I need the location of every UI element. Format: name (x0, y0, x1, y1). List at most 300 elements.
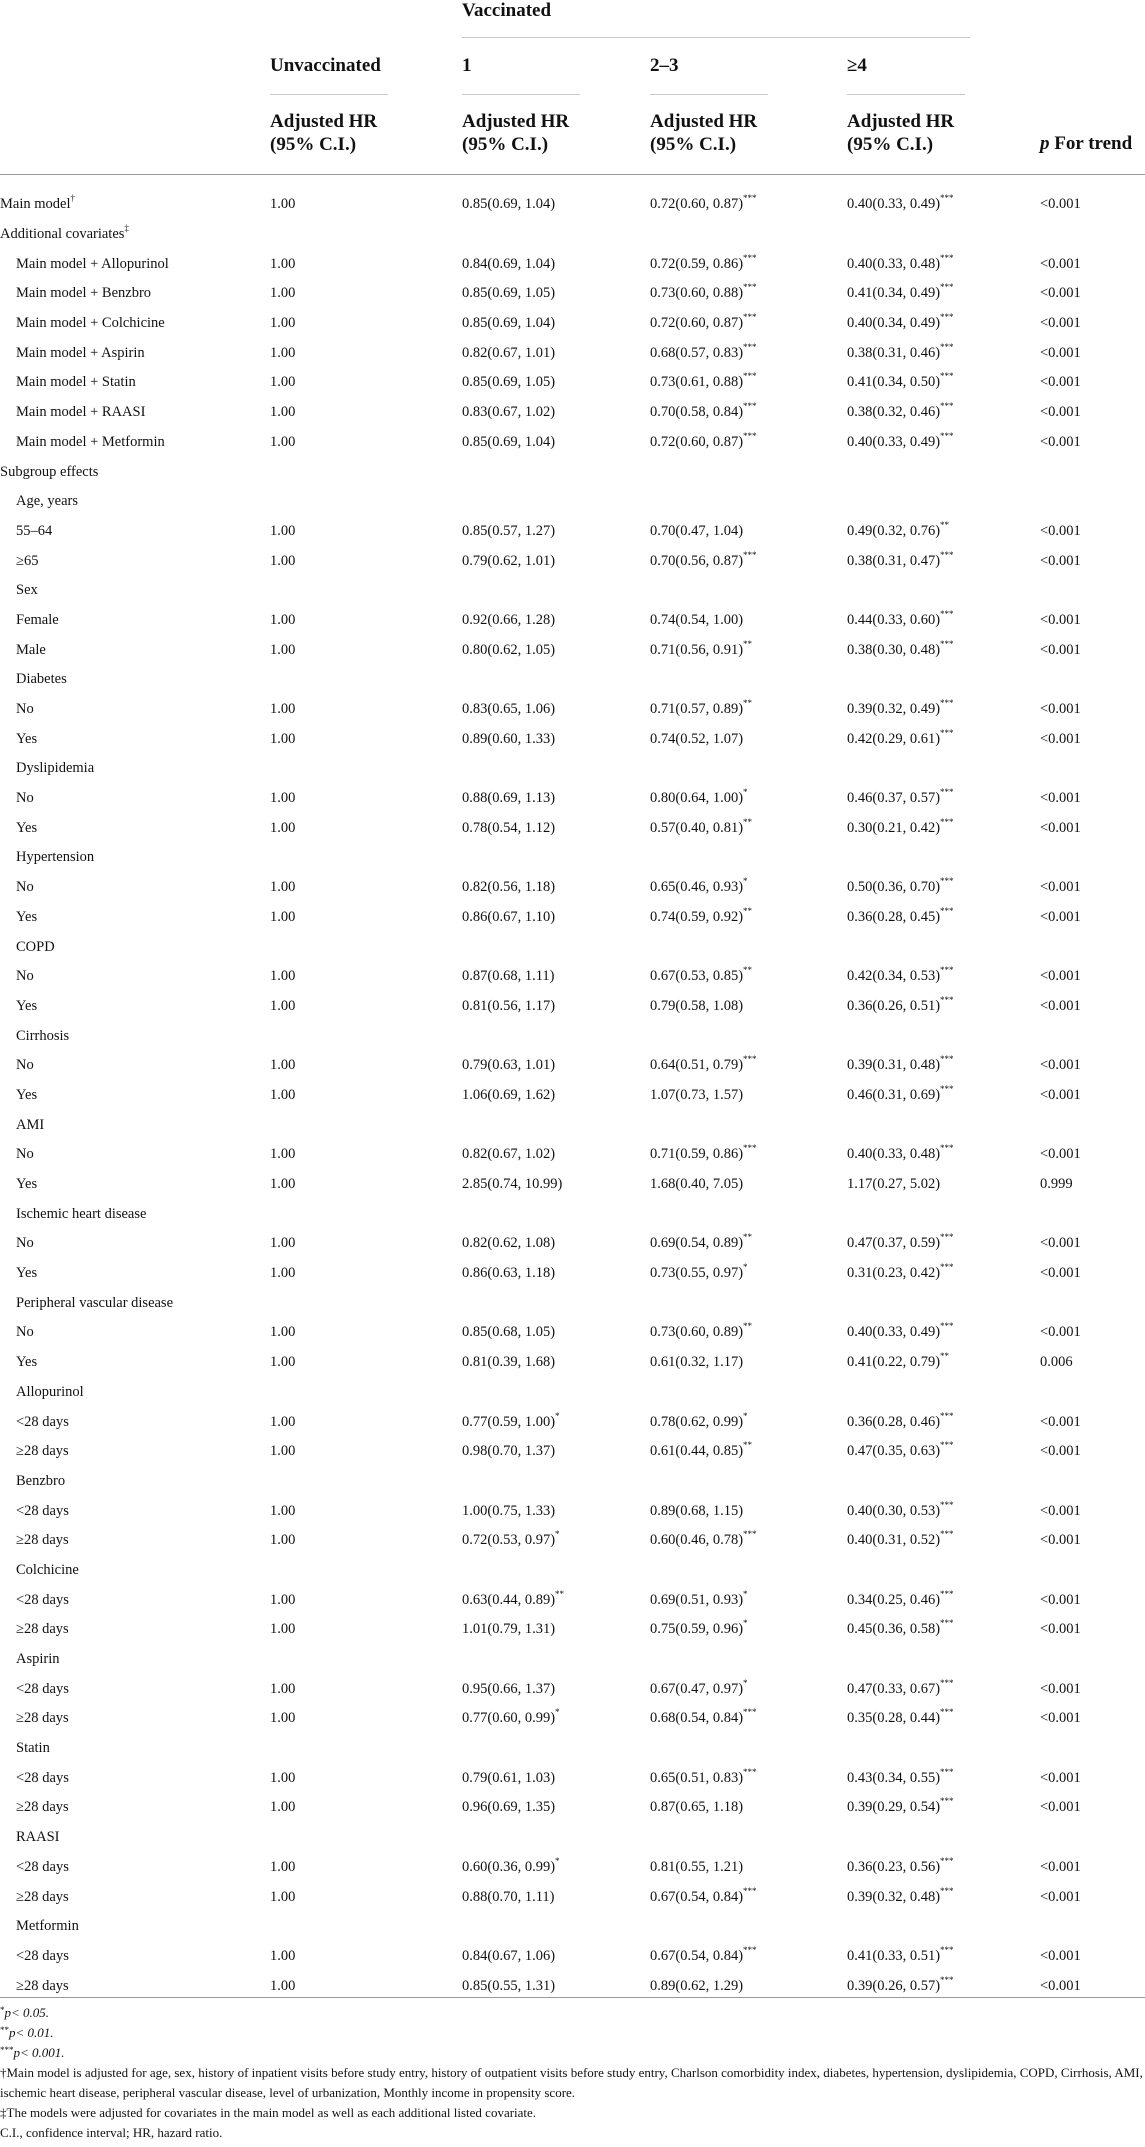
cell-p-trend-text: <0.001 (1040, 1443, 1081, 1460)
cell-dose-2-3-significance: ** (743, 965, 753, 976)
cell-dose-4plus-text: 0.40(0.33, 0.49) (847, 433, 941, 450)
cell-dose-4plus-significance: *** (940, 371, 954, 382)
cell-dose-4plus (847, 428, 1040, 458)
cell-dose-2-3 (650, 517, 847, 547)
footnote-2 (0, 2023, 1145, 2043)
table-row (0, 1556, 1145, 1586)
row-label-text: ≥28 days (16, 1621, 69, 1638)
cell-dose-2-3 (650, 1170, 847, 1200)
cell-p-trend (1040, 249, 1145, 279)
cell-dose-2-3-significance: *** (743, 1529, 757, 1540)
dose-4plus-rule (847, 94, 965, 95)
cell-unvaccinated (270, 873, 462, 903)
cell-dose-2-3 (650, 546, 847, 576)
cell-dose-1-significance: * (555, 1855, 560, 1866)
cell-dose-1 (462, 1912, 650, 1942)
table-row (0, 1645, 1145, 1675)
cell-dose-4plus-significance: *** (940, 193, 954, 204)
cell-p-trend-text: <0.001 (1040, 1680, 1081, 1697)
cell-p-trend (1040, 903, 1145, 933)
table-row (0, 576, 1145, 606)
cell-unvaccinated-text: 1.00 (270, 1324, 296, 1341)
table-row (0, 1912, 1145, 1942)
cell-dose-4plus (847, 1496, 1040, 1526)
row-label (0, 1110, 270, 1140)
cell-dose-2-3 (650, 1199, 847, 1229)
cell-unvaccinated (270, 1348, 462, 1378)
row-label (0, 1288, 270, 1318)
row-label (0, 487, 270, 517)
cell-dose-2-3-text: 0.73(0.61, 0.88) (650, 374, 744, 391)
cell-p-trend (1040, 1704, 1145, 1734)
cell-p-trend-text: <0.001 (1040, 611, 1081, 628)
row-label-text: Ischemic heart disease (16, 1205, 147, 1222)
cell-unvaccinated-text: 1.00 (270, 344, 296, 361)
cell-dose-4plus-significance: *** (940, 608, 954, 619)
cell-dose-1 (462, 428, 650, 458)
cell-dose-4plus (847, 457, 1040, 487)
cell-unvaccinated-text: 1.00 (270, 908, 296, 925)
cell-unvaccinated-text: 1.00 (270, 1176, 296, 1193)
cell-dose-2-3 (650, 1140, 847, 1170)
table-row (0, 338, 1145, 368)
cell-dose-4plus (847, 1853, 1040, 1883)
cell-p-trend (1040, 754, 1145, 784)
cell-dose-4plus-text: 0.40(0.33, 0.48) (847, 255, 941, 272)
cell-dose-4plus-significance: *** (940, 1232, 954, 1243)
table-row (0, 1674, 1145, 1704)
cell-dose-2-3 (650, 309, 847, 339)
cell-dose-4plus-significance: *** (940, 312, 954, 323)
cell-dose-2-3 (650, 457, 847, 487)
cell-dose-4plus (847, 1704, 1040, 1734)
cell-dose-2-3-significance: ** (743, 1440, 753, 1451)
cell-dose-1 (462, 1229, 650, 1259)
row-label-text: <28 days (16, 1680, 69, 1697)
cell-unvaccinated (270, 338, 462, 368)
cell-dose-2-3 (650, 1704, 847, 1734)
cell-dose-4plus-text: 1.17(0.27, 5.02) (847, 1176, 941, 1193)
cell-unvaccinated-text: 1.00 (270, 1621, 296, 1638)
cell-dose-4plus-significance: *** (940, 638, 954, 649)
cell-dose-2-3 (650, 428, 847, 458)
cell-dose-1 (462, 309, 650, 339)
cell-dose-4plus-text: 0.41(0.33, 0.51) (847, 1947, 941, 1964)
cell-unvaccinated (270, 1021, 462, 1051)
cell-dose-4plus-text: 0.35(0.28, 0.44) (847, 1710, 941, 1727)
cell-unvaccinated (270, 1288, 462, 1318)
cell-dose-1-text: 0.81(0.39, 1.68) (462, 1354, 556, 1371)
cell-dose-2-3-text: 0.89(0.62, 1.29) (650, 1977, 744, 1994)
row-label-text: ≥28 days (16, 1443, 69, 1460)
row-label (0, 813, 270, 843)
cell-unvaccinated-text: 1.00 (270, 1769, 296, 1786)
cell-unvaccinated-text: 1.00 (270, 522, 296, 539)
cell-dose-4plus-significance: *** (940, 876, 954, 887)
row-label-text: 55–64 (16, 522, 53, 539)
cell-p-trend (1040, 724, 1145, 754)
cell-dose-4plus (847, 813, 1040, 843)
cell-dose-1-text: 0.60(0.36, 0.99) (462, 1858, 556, 1875)
cell-dose-2-3-significance: * (743, 1588, 748, 1599)
cell-dose-2-3-significance: * (743, 1262, 748, 1273)
table-row (0, 903, 1145, 933)
cell-dose-4plus-significance: *** (940, 1618, 954, 1629)
cell-unvaccinated-text: 1.00 (270, 1502, 296, 1519)
row-label (0, 1051, 270, 1081)
cell-p-trend (1040, 576, 1145, 606)
cell-dose-4plus (847, 1615, 1040, 1645)
cell-dose-4plus-significance: *** (940, 1083, 954, 1094)
cell-p-trend (1040, 279, 1145, 309)
cell-dose-2-3 (650, 695, 847, 725)
cell-unvaccinated-text: 1.00 (270, 1443, 296, 1460)
cell-dose-2-3 (650, 1437, 847, 1467)
table-row (0, 635, 1145, 665)
cell-dose-2-3 (650, 1853, 847, 1883)
cell-p-trend (1040, 1288, 1145, 1318)
row-label (0, 457, 270, 487)
row-label (0, 1763, 270, 1793)
cell-unvaccinated-text: 1.00 (270, 1799, 296, 1816)
row-label (0, 1378, 270, 1408)
cell-dose-4plus-significance: *** (940, 698, 954, 709)
cell-dose-2-3-significance: ** (743, 816, 753, 827)
footnote-2-text: p< 0.01. (9, 2025, 54, 2040)
cell-p-trend (1040, 1882, 1145, 1912)
row-label (0, 1615, 270, 1645)
vaccinated-rule (462, 37, 970, 38)
row-label (0, 1170, 270, 1200)
cell-unvaccinated-text: 1.00 (270, 1057, 296, 1074)
cell-unvaccinated (270, 1556, 462, 1586)
cell-dose-2-3-text: 0.72(0.59, 0.86) (650, 255, 744, 272)
cell-dose-4plus-significance: *** (940, 1588, 954, 1599)
cell-dose-4plus-text: 0.40(0.34, 0.49) (847, 315, 941, 332)
cell-dose-4plus-text: 0.50(0.36, 0.70) (847, 879, 941, 896)
cell-p-trend (1040, 1170, 1145, 1200)
cell-unvaccinated-text: 1.00 (270, 374, 296, 391)
cell-p-trend (1040, 1199, 1145, 1229)
row-label (0, 1199, 270, 1229)
cell-unvaccinated (270, 220, 462, 250)
row-label (0, 903, 270, 933)
row-label-text: <28 days (16, 1947, 69, 1964)
cell-dose-4plus-text: 0.39(0.26, 0.57) (847, 1977, 941, 1994)
cell-p-trend (1040, 1674, 1145, 1704)
cell-p-trend (1040, 695, 1145, 725)
row-label-text: Main model + RAASI (16, 404, 146, 421)
table-row (0, 1763, 1145, 1793)
row-label (0, 1912, 270, 1942)
cell-dose-1 (462, 1674, 650, 1704)
table-row (0, 1704, 1145, 1734)
cell-unvaccinated-text: 1.00 (270, 1858, 296, 1875)
cell-dose-1-text: 0.86(0.63, 1.18) (462, 1265, 556, 1282)
header-rule (0, 174, 1145, 175)
row-label (0, 309, 270, 339)
cell-dose-4plus-significance: *** (940, 1855, 954, 1866)
cell-unvaccinated (270, 1645, 462, 1675)
cell-dose-1 (462, 873, 650, 903)
table-row (0, 368, 1145, 398)
cell-dose-1 (462, 1615, 650, 1645)
cell-dose-4plus-significance: ** (940, 519, 950, 530)
cell-dose-2-3 (650, 487, 847, 517)
cell-dose-1 (462, 1110, 650, 1140)
table-row (0, 754, 1145, 784)
cell-p-trend (1040, 1318, 1145, 1348)
row-label (0, 1318, 270, 1348)
cell-unvaccinated (270, 368, 462, 398)
cell-p-trend (1040, 784, 1145, 814)
cell-dose-1 (462, 1437, 650, 1467)
row-label (0, 695, 270, 725)
cell-dose-2-3-significance: ** (743, 698, 753, 709)
cell-dose-4plus-significance: *** (940, 1529, 954, 1540)
cell-p-trend (1040, 1229, 1145, 1259)
cell-unvaccinated (270, 1585, 462, 1615)
cell-dose-2-3 (650, 338, 847, 368)
row-label (0, 1496, 270, 1526)
cell-unvaccinated (270, 992, 462, 1022)
cell-unvaccinated (270, 1823, 462, 1853)
cell-dose-1 (462, 1081, 650, 1111)
cell-dose-4plus (847, 1170, 1040, 1200)
cell-p-trend (1040, 1912, 1145, 1942)
cell-unvaccinated (270, 1467, 462, 1497)
cell-dose-2-3-text: 0.71(0.59, 0.86) (650, 1146, 744, 1163)
cell-p-trend (1040, 457, 1145, 487)
cell-dose-2-3-text: 0.57(0.40, 0.81) (650, 819, 744, 836)
table-row (0, 1081, 1145, 1111)
cell-p-trend (1040, 1378, 1145, 1408)
table-row (0, 1853, 1145, 1883)
cell-dose-2-3-text: 0.72(0.60, 0.87) (650, 196, 744, 213)
cell-dose-2-3-text: 0.72(0.60, 0.87) (650, 315, 744, 332)
row-label-text: AMI (16, 1116, 45, 1133)
row-label (0, 1437, 270, 1467)
footnote-1-text: p< 0.05. (4, 2005, 50, 2020)
cell-dose-4plus-text: 0.38(0.31, 0.46) (847, 344, 941, 361)
cell-p-trend (1040, 1467, 1145, 1497)
cell-dose-1-text: 0.80(0.62, 1.05) (462, 641, 556, 658)
cell-dose-4plus (847, 784, 1040, 814)
cell-dose-1-text: 0.85(0.69, 1.04) (462, 315, 556, 332)
unvaccinated-header: Unvaccinated (270, 55, 381, 76)
cell-dose-4plus-text: 0.49(0.32, 0.76) (847, 522, 941, 539)
row-label-text: Dyslipidemia (16, 760, 95, 777)
adjusted-hr-label: Adjusted HR (847, 111, 955, 132)
cell-dose-1-text: 0.84(0.67, 1.06) (462, 1947, 556, 1964)
cell-dose-2-3-text: 0.70(0.56, 0.87) (650, 552, 744, 569)
cell-p-trend-text: <0.001 (1040, 1858, 1081, 1875)
cell-unvaccinated (270, 1674, 462, 1704)
cell-p-trend-text: <0.001 (1040, 1977, 1081, 1994)
cell-dose-4plus-text: 0.38(0.30, 0.48) (847, 641, 941, 658)
cell-dose-1-text: 0.72(0.53, 0.97) (462, 1532, 556, 1549)
cell-dose-2-3 (650, 1378, 847, 1408)
cell-p-trend-text: <0.001 (1040, 1413, 1081, 1430)
cell-unvaccinated-text: 1.00 (270, 790, 296, 807)
footnotes (0, 2003, 1145, 2143)
cell-p-trend (1040, 992, 1145, 1022)
cell-p-trend (1040, 1437, 1145, 1467)
cell-p-trend (1040, 1823, 1145, 1853)
cell-dose-2-3-text: 0.79(0.58, 1.08) (650, 997, 744, 1014)
cell-dose-1-text: 0.83(0.65, 1.06) (462, 701, 556, 718)
row-label-text: No (16, 1057, 34, 1074)
cell-dose-1 (462, 665, 650, 695)
cell-unvaccinated (270, 1378, 462, 1408)
cell-dose-2-3 (650, 1585, 847, 1615)
cell-dose-1-text: 0.85(0.69, 1.04) (462, 196, 556, 213)
row-label-text: Yes (16, 1265, 38, 1282)
cell-dose-1 (462, 1199, 650, 1229)
cell-dose-1-text: 0.85(0.69, 1.05) (462, 285, 556, 302)
table-row (0, 1140, 1145, 1170)
dose-2-3-subheader (650, 110, 757, 156)
cell-dose-1-text: 0.88(0.69, 1.13) (462, 790, 556, 807)
row-label (0, 398, 270, 428)
cell-dose-4plus-text: 0.40(0.33, 0.48) (847, 1146, 941, 1163)
cell-p-trend (1040, 1110, 1145, 1140)
row-label (0, 1229, 270, 1259)
cell-p-trend-text: <0.001 (1040, 790, 1081, 807)
cell-unvaccinated (270, 1437, 462, 1467)
cell-dose-1-text: 1.01(0.79, 1.31) (462, 1621, 556, 1638)
cell-dose-2-3-text: 0.61(0.32, 1.17) (650, 1354, 744, 1371)
cell-dose-2-3-text: 0.72(0.60, 0.87) (650, 433, 744, 450)
row-label (0, 1585, 270, 1615)
cell-unvaccinated (270, 784, 462, 814)
cell-dose-1-text: 0.85(0.69, 1.04) (462, 433, 556, 450)
row-label-text: Hypertension (16, 849, 95, 866)
cell-p-trend-text: <0.001 (1040, 1057, 1081, 1074)
row-label-text: Main model + Statin (16, 374, 136, 391)
ci-label: (95% C.I.) (270, 134, 357, 155)
cell-unvaccinated (270, 190, 462, 220)
cell-unvaccinated-text: 1.00 (270, 611, 296, 628)
cell-dose-1-significance: * (555, 1529, 560, 1540)
row-label (0, 1734, 270, 1764)
cell-p-trend-text: <0.001 (1040, 1265, 1081, 1282)
cell-dose-1 (462, 635, 650, 665)
table-row (0, 546, 1145, 576)
table-row (0, 962, 1145, 992)
table-row (0, 1170, 1145, 1200)
cell-dose-1-text: 0.77(0.59, 1.00) (462, 1413, 556, 1430)
row-label-text: Cirrhosis (16, 1027, 70, 1044)
cell-dose-4plus (847, 517, 1040, 547)
cell-dose-4plus (847, 190, 1040, 220)
cell-dose-1-text: 0.87(0.68, 1.11) (462, 968, 555, 985)
footnote-main-model: †Main model is adjusted for age, sex, history of inpatient visits before study entry, history of outpatient visits before study entry, Charlson comorbidity index, diabetes, hypertension, dyslipidemia, COPD, Cirrhosis, AMI, ischemic heart disease, peripheral vascular disease, level of urbanization, Monthly income in propensity score. (0, 2065, 1143, 2100)
cell-dose-1-text: 1.00(0.75, 1.33) (462, 1502, 556, 1519)
cell-unvaccinated (270, 695, 462, 725)
cell-dose-4plus-significance: *** (940, 1707, 954, 1718)
cell-dose-2-3 (650, 992, 847, 1022)
unvaccinated-rule (270, 94, 388, 95)
table-row (0, 1526, 1145, 1556)
cell-dose-1 (462, 754, 650, 784)
cell-dose-4plus-significance: *** (940, 1796, 954, 1807)
cell-dose-4plus (847, 1823, 1040, 1853)
cell-dose-4plus (847, 1051, 1040, 1081)
table-row (0, 1793, 1145, 1823)
cell-dose-2-3-text: 0.69(0.54, 0.89) (650, 1235, 744, 1252)
row-label-text: ≥28 days (16, 1888, 69, 1905)
cell-dose-2-3 (650, 873, 847, 903)
cell-dose-4plus-significance: *** (940, 430, 954, 441)
cell-dose-4plus-significance: *** (940, 341, 954, 352)
cell-unvaccinated-text: 1.00 (270, 1235, 296, 1252)
row-label-text: Main model + Allopurinol (16, 255, 169, 272)
row-label (0, 1140, 270, 1170)
cell-dose-1 (462, 813, 650, 843)
cell-unvaccinated (270, 1081, 462, 1111)
cell-p-trend-text: <0.001 (1040, 1591, 1081, 1608)
cell-dose-2-3-significance: * (743, 876, 748, 887)
cell-p-trend (1040, 665, 1145, 695)
cell-p-trend (1040, 1585, 1145, 1615)
cell-p-trend-text: <0.001 (1040, 255, 1081, 272)
cell-dose-1 (462, 546, 650, 576)
cell-dose-4plus (847, 338, 1040, 368)
cell-dose-4plus (847, 1763, 1040, 1793)
table-row (0, 606, 1145, 636)
adjusted-hr-label: Adjusted HR (270, 111, 378, 132)
vaccinated-header: Vaccinated (462, 0, 552, 21)
cell-p-trend (1040, 1645, 1145, 1675)
cell-dose-2-3 (650, 1318, 847, 1348)
row-label-text: No (16, 1235, 34, 1252)
footnote-1-marker: * (0, 2005, 5, 2015)
row-label (0, 220, 270, 250)
row-label-text: Subgroup effects (0, 463, 99, 480)
cell-dose-2-3 (650, 249, 847, 279)
cell-dose-2-3 (650, 1110, 847, 1140)
cell-dose-4plus (847, 249, 1040, 279)
row-label-text: No (16, 968, 34, 985)
cell-dose-1-text: 0.81(0.56, 1.17) (462, 997, 556, 1014)
table-row (0, 279, 1145, 309)
cell-dose-4plus-significance: *** (940, 1321, 954, 1332)
footer-rule (0, 1997, 1145, 1998)
row-label (0, 784, 270, 814)
cell-dose-1 (462, 1348, 650, 1378)
cell-dose-1 (462, 398, 650, 428)
cell-p-trend-text: <0.001 (1040, 196, 1081, 213)
cell-dose-1-text: 0.85(0.55, 1.31) (462, 1977, 556, 1994)
cell-p-trend-text: <0.001 (1040, 522, 1081, 539)
cell-dose-4plus-significance: *** (940, 1499, 954, 1510)
cell-dose-4plus (847, 1556, 1040, 1586)
cell-dose-2-3-text: 1.68(0.40, 7.05) (650, 1176, 744, 1193)
cell-dose-2-3-text: 0.74(0.59, 0.92) (650, 908, 744, 925)
cell-dose-2-3-text: 0.67(0.54, 0.84) (650, 1888, 744, 1905)
cell-dose-1 (462, 1823, 650, 1853)
cell-p-trend (1040, 1348, 1145, 1378)
cell-dose-2-3 (650, 279, 847, 309)
cell-dose-2-3-text: 0.87(0.65, 1.18) (650, 1799, 744, 1816)
row-label-text: <28 days (16, 1502, 69, 1519)
cell-dose-4plus (847, 576, 1040, 606)
cell-dose-2-3 (650, 1259, 847, 1289)
cell-unvaccinated-text: 1.00 (270, 730, 296, 747)
cell-dose-4plus (847, 962, 1040, 992)
cell-p-trend (1040, 1496, 1145, 1526)
